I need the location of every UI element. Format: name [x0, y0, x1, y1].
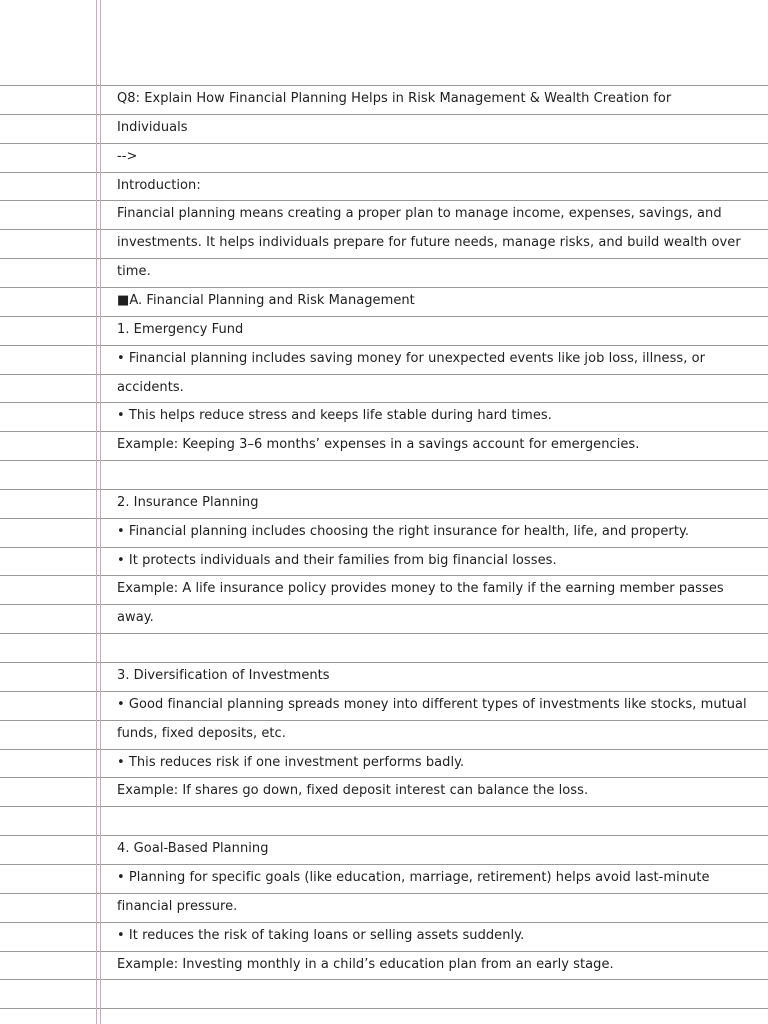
text-line: Individuals — [117, 120, 188, 135]
rule-line — [0, 460, 768, 461]
rule-line — [0, 518, 768, 519]
text-line: financial pressure. — [117, 899, 238, 914]
text-line: • This reduces risk if one investment performs badly. — [117, 755, 465, 770]
rule-line — [0, 287, 768, 288]
rule-line — [0, 575, 768, 576]
rule-line — [0, 258, 768, 259]
rule-line — [0, 691, 768, 692]
rule-line — [0, 604, 768, 605]
text-line: Example: Investing monthly in a child’s education plan from an early stage. — [117, 957, 614, 972]
rule-line — [0, 864, 768, 865]
rule-line — [0, 777, 768, 778]
text-line: time. — [117, 264, 151, 279]
text-line: Introduction: — [117, 178, 201, 193]
margin-line-left — [96, 0, 97, 1024]
text-line: 2. Insurance Planning — [117, 495, 259, 510]
text-line: 1. Emergency Fund — [117, 322, 244, 337]
text-line: • It reduces the risk of taking loans or selling assets suddenly. — [117, 928, 525, 943]
text-line: • Good financial planning spreads money into different types of investments like stocks, mutual — [117, 697, 747, 712]
text-line: investments. It helps individuals prepare for future needs, manage risks, and build wealth over — [117, 235, 741, 250]
rule-line — [0, 547, 768, 548]
rule-line — [0, 749, 768, 750]
text-line: Financial planning means creating a proper plan to manage income, expenses, savings, and — [117, 206, 722, 221]
text-line: Example: A life insurance policy provides money to the family if the earning member passes — [117, 581, 724, 596]
text-line: 3. Diversification of Investments — [117, 668, 330, 683]
rule-line — [0, 402, 768, 403]
rule-line — [0, 835, 768, 836]
text-line: • Financial planning includes saving money for unexpected events like job loss, illness, or — [117, 351, 705, 366]
rule-line — [0, 143, 768, 144]
rule-line — [0, 200, 768, 201]
rule-line — [0, 951, 768, 952]
text-line: • Financial planning includes choosing the right insurance for health, life, and property. — [117, 524, 690, 539]
rule-line — [0, 662, 768, 663]
rule-line — [0, 374, 768, 375]
rule-line — [0, 633, 768, 634]
text-line: accidents. — [117, 380, 184, 395]
text-line: • This helps reduce stress and keeps life stable during hard times. — [117, 408, 552, 423]
text-line: Q8: Explain How Financial Planning Helps in Risk Management & Wealth Creation for — [117, 91, 672, 106]
rule-line — [0, 345, 768, 346]
rule-line — [0, 1008, 768, 1009]
margin-line-right — [100, 0, 101, 1024]
text-line: Example: If shares go down, fixed deposit interest can balance the loss. — [117, 783, 589, 798]
rule-line — [0, 806, 768, 807]
rule-line — [0, 489, 768, 490]
text-line: • Planning for specific goals (like education, marriage, retirement) helps avoid last-minute — [117, 870, 710, 885]
rule-line — [0, 114, 768, 115]
text-line: away. — [117, 610, 154, 625]
rule-line — [0, 85, 768, 86]
rule-line — [0, 316, 768, 317]
text-line: funds, fixed deposits, etc. — [117, 726, 286, 741]
rule-line — [0, 229, 768, 230]
text-line: Example: Keeping 3–6 months’ expenses in a savings account for emergencies. — [117, 437, 640, 452]
rule-line — [0, 172, 768, 173]
rule-line — [0, 431, 768, 432]
rule-line — [0, 893, 768, 894]
text-line: • It protects individuals and their families from big financial losses. — [117, 553, 557, 568]
rule-line — [0, 979, 768, 980]
rule-line — [0, 922, 768, 923]
text-line: ■A. Financial Planning and Risk Management — [117, 293, 415, 308]
text-line: --> — [117, 149, 138, 164]
rule-line — [0, 720, 768, 721]
text-line: 4. Goal-Based Planning — [117, 841, 269, 856]
